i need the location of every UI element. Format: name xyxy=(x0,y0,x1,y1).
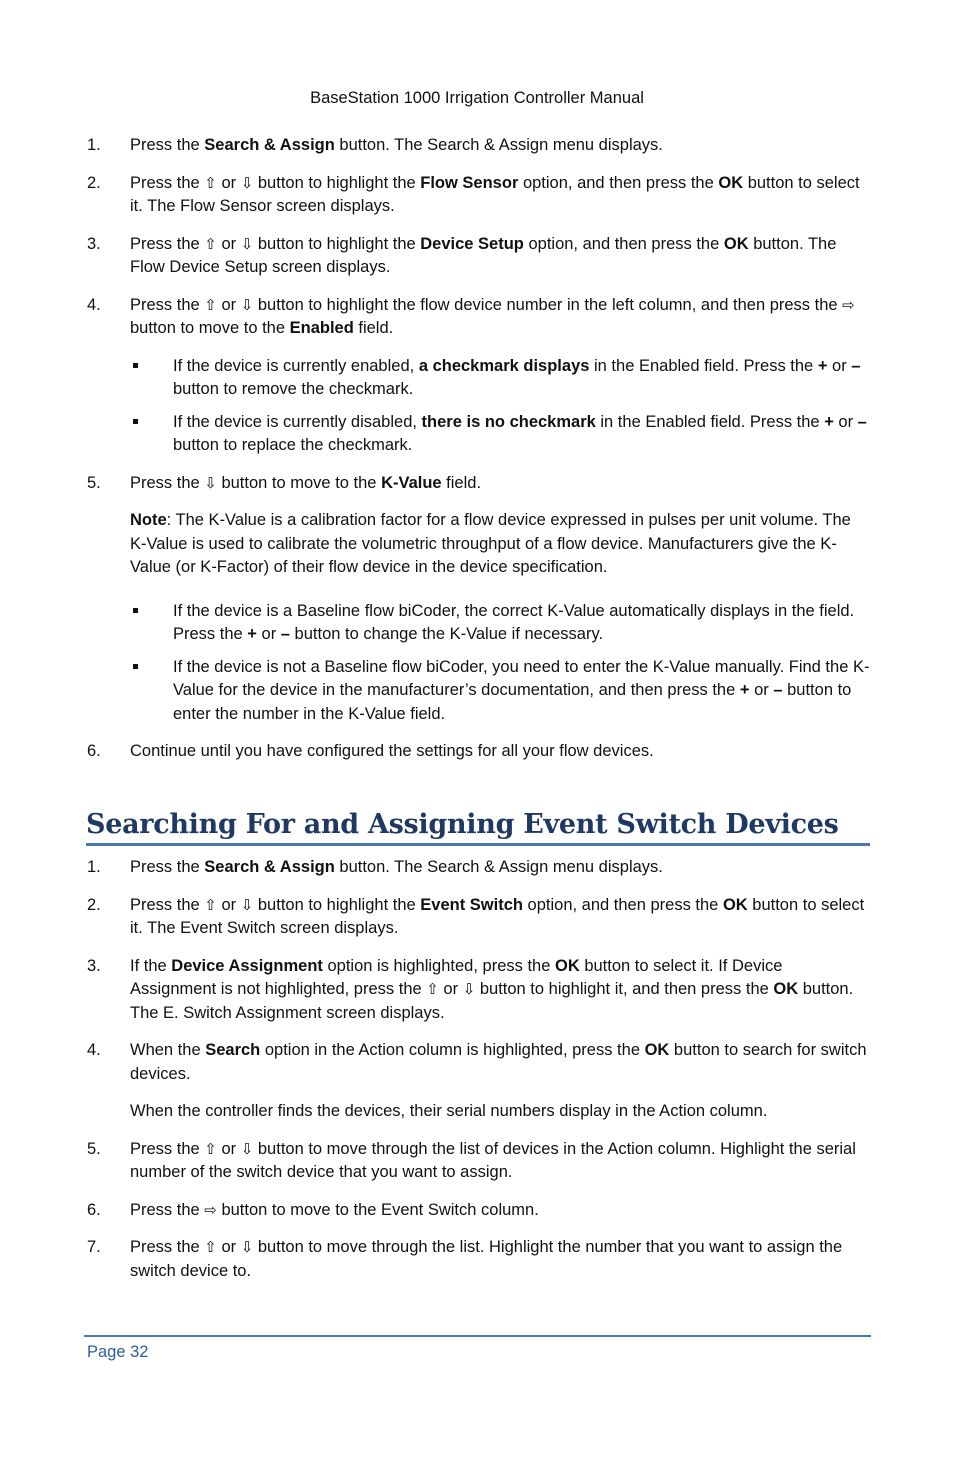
step-number: 3. xyxy=(87,956,101,975)
text-run: button to search for switch devices. xyxy=(130,1041,867,1083)
text-run: or xyxy=(216,234,241,253)
step-number: 6. xyxy=(87,742,101,760)
step-item xyxy=(86,856,870,880)
text-run: button to highlight the xyxy=(253,173,421,192)
bold-term: – xyxy=(851,356,861,375)
down-arrow-icon: ⇩ xyxy=(240,1238,254,1256)
bullet-item xyxy=(130,600,870,647)
step-number: 6. xyxy=(87,1200,101,1219)
bold-term: + xyxy=(247,625,257,643)
text-run: button. The Flow Device Setup screen displays. xyxy=(130,234,837,276)
step-number: 3. xyxy=(87,234,101,253)
step-item xyxy=(86,955,870,1026)
text-run: button to move through the list of devices in the Action column. Highlight the serial number of the switch device that you want to assign. xyxy=(130,1139,856,1181)
step-item xyxy=(86,1199,870,1223)
text-run: button to move to the xyxy=(216,473,382,492)
text-run: button to move to the xyxy=(130,319,290,337)
step-number: 4. xyxy=(87,295,101,314)
step-text xyxy=(130,856,870,880)
up-arrow-icon: ⇧ xyxy=(204,173,217,192)
up-arrow-icon: ⇧ xyxy=(426,980,439,998)
step-item xyxy=(86,1236,870,1283)
section-heading: Searching For and Assigning Event Switch Devices xyxy=(86,808,870,846)
bold-term: Enabled xyxy=(289,319,354,337)
step-number: 5. xyxy=(87,1139,101,1158)
bold-term: – xyxy=(773,681,783,699)
text-run: option is highlighted, press the xyxy=(322,956,555,975)
bold-term: OK xyxy=(723,234,749,253)
text-run: Press the xyxy=(130,858,205,876)
text-run: or xyxy=(827,356,852,375)
step-text xyxy=(130,1199,870,1223)
text-run: button to change the K-Value if necessary. xyxy=(289,625,604,643)
up-arrow-icon: ⇧ xyxy=(204,1238,217,1256)
step-text xyxy=(130,472,870,496)
square-bullet-icon xyxy=(133,419,138,424)
text-run: Press the xyxy=(130,1139,205,1158)
bold-term: OK xyxy=(644,1041,670,1059)
bold-term: a checkmark displays xyxy=(418,356,590,375)
up-arrow-icon: ⇧ xyxy=(204,1139,217,1158)
step-number: 5. xyxy=(87,473,101,492)
text-run: When the xyxy=(130,1041,206,1059)
bullet-item xyxy=(130,411,870,458)
up-arrow-icon: ⇧ xyxy=(204,234,217,253)
step-number: 2. xyxy=(87,173,101,192)
text-run: button to move to the Event Switch column. xyxy=(216,1200,539,1219)
step-text xyxy=(130,1039,870,1086)
step-item xyxy=(86,1039,870,1124)
bold-term: Flow Sensor xyxy=(420,173,519,192)
square-bullet-icon xyxy=(133,664,138,669)
bold-term: Event Switch xyxy=(420,895,523,914)
text-run: Press the xyxy=(130,1200,205,1219)
bullet-text xyxy=(173,600,870,647)
text-run: If the device is currently enabled, xyxy=(173,356,419,375)
text-run: option, and then press the xyxy=(522,895,723,914)
text-run: Press the xyxy=(130,473,205,492)
text-run: Press the xyxy=(130,173,205,192)
bold-term: Note xyxy=(130,511,167,529)
text-run: button to highlight the xyxy=(253,234,421,253)
step-number: 4. xyxy=(87,1041,101,1059)
text-run: or xyxy=(749,681,774,699)
text-run: button to highlight the flow device number in the left column, and then press the xyxy=(253,295,843,314)
text-run: option, and then press the xyxy=(518,173,719,192)
text-run: or xyxy=(216,295,241,314)
text-run: button. The Search & Assign menu displays. xyxy=(334,858,663,876)
bullet-list xyxy=(130,600,870,727)
bold-term: Device Setup xyxy=(420,234,524,253)
step-number: 1. xyxy=(87,136,101,154)
bullet-item xyxy=(130,355,870,402)
text-run: field. xyxy=(353,319,394,337)
text-run: Press the xyxy=(130,895,205,914)
text-run: If the device is currently disabled, xyxy=(173,412,422,431)
footer-divider xyxy=(84,1335,871,1337)
bold-term: OK xyxy=(773,980,799,998)
text-run: Press the xyxy=(130,234,205,253)
text-run: Press the xyxy=(130,136,205,154)
step-text xyxy=(130,294,870,341)
bold-term: OK xyxy=(718,173,744,192)
step-text xyxy=(130,740,870,764)
text-run: button to replace the checkmark. xyxy=(173,436,413,454)
text-run: or xyxy=(216,1139,241,1158)
bullet-list xyxy=(130,355,870,458)
step-item xyxy=(86,1138,870,1185)
text-run: button. The Search & Assign menu displays. xyxy=(334,136,663,154)
down-arrow-icon: ⇩ xyxy=(240,234,254,253)
text-run: field. xyxy=(441,473,482,492)
right-arrow-icon: ⇨ xyxy=(204,1200,217,1219)
text-run: or xyxy=(216,1238,241,1256)
text-run: button to select it. If Device Assignment is not highlighted, press the xyxy=(130,956,783,998)
text-run: or xyxy=(216,895,241,914)
text-run: button to remove the checkmark. xyxy=(173,380,414,398)
flow-device-steps xyxy=(86,134,870,778)
running-header: BaseStation 1000 Irrigation Controller Manual xyxy=(310,89,644,107)
bold-term: Search & Assign xyxy=(204,858,335,876)
bold-term: Search & Assign xyxy=(204,136,335,154)
bold-term: – xyxy=(857,412,867,431)
up-arrow-icon: ⇧ xyxy=(204,295,217,314)
text-run: or xyxy=(438,980,463,998)
step-number: 1. xyxy=(87,858,101,876)
text-run: If the xyxy=(130,956,172,975)
text-run: option in the Action column is highlighted, press the xyxy=(260,1041,645,1059)
text-run: When the controller finds the devices, their serial numbers display in the Action column. xyxy=(130,1102,768,1120)
step-item xyxy=(86,894,870,941)
step-item xyxy=(86,172,870,219)
step-text xyxy=(130,1236,870,1283)
down-arrow-icon: ⇩ xyxy=(240,173,254,192)
bullet-text xyxy=(173,355,870,402)
event-switch-section xyxy=(86,808,870,1297)
text-run: button to highlight it, and then press the xyxy=(475,980,774,998)
note-paragraph xyxy=(130,509,870,580)
down-arrow-icon: ⇩ xyxy=(204,473,217,492)
text-run: If the device is not a Baseline flow biCoder, you need to enter the K-Value manually. Find the K-Value for the device in the manufacturer’s documentation, and then press the xyxy=(173,657,870,699)
text-run: Press the xyxy=(130,1238,205,1256)
bold-term: + xyxy=(824,412,834,431)
step-number: 2. xyxy=(87,895,101,914)
bold-term: OK xyxy=(554,956,580,975)
down-arrow-icon: ⇩ xyxy=(462,980,476,998)
text-run: in the Enabled field. Press the xyxy=(595,412,825,431)
text-run: button to enter the number in the K-Value field. xyxy=(173,681,852,723)
down-arrow-icon: ⇩ xyxy=(240,1139,254,1158)
event-switch-steps xyxy=(86,856,870,1283)
text-run: If the device is a Baseline flow biCoder, the correct K-Value automatically displays in the field. Press the xyxy=(173,601,855,643)
text-run: Continue until you have configured the settings for all your flow devices. xyxy=(130,742,654,760)
step-text xyxy=(130,1138,870,1185)
text-run: Press the xyxy=(130,295,205,314)
bold-term: + xyxy=(817,356,828,375)
text-run: option, and then press the xyxy=(523,234,724,253)
step-number: 7. xyxy=(87,1238,101,1256)
bold-term: Search xyxy=(205,1041,261,1059)
text-run: or xyxy=(216,173,241,192)
bold-term: K-Value xyxy=(381,473,442,492)
text-run: in the Enabled field. Press the xyxy=(589,356,818,375)
text-run: button to select it. The Flow Sensor screen displays. xyxy=(130,173,860,215)
bold-term: Device Assignment xyxy=(171,956,323,975)
step-item xyxy=(86,472,870,727)
text-run: : The K-Value is a calibration factor for a flow device expressed in pulses per unit volume. The K-Value is used to calibrate the volumetric throughput of a flow device. Manufacturers give the K-Value (or K-Factor) of their flow device in the device specification. xyxy=(130,511,851,576)
square-bullet-icon xyxy=(133,608,138,613)
square-bullet-icon xyxy=(133,363,138,368)
up-arrow-icon: ⇧ xyxy=(204,895,217,914)
step-paragraph xyxy=(130,1100,870,1124)
bold-term: OK xyxy=(722,895,748,914)
bold-term: there is no checkmark xyxy=(421,412,596,431)
text-run: or xyxy=(833,412,858,431)
page-number: Page 32 xyxy=(87,1343,149,1361)
step-text xyxy=(130,955,870,1026)
bold-term: + xyxy=(739,681,750,699)
text-run: button to highlight the xyxy=(253,895,421,914)
bullet-text xyxy=(173,411,870,458)
text-run: or xyxy=(256,625,281,643)
step-item xyxy=(86,740,870,764)
down-arrow-icon: ⇩ xyxy=(240,295,254,314)
text-run: button to select it. The Event Switch screen displays. xyxy=(130,895,865,937)
step-item xyxy=(86,294,870,458)
text-run: button. The E. Switch Assignment screen displays. xyxy=(130,980,854,1022)
right-arrow-icon: ⇨ xyxy=(842,295,855,314)
step-item xyxy=(86,233,870,280)
step-text xyxy=(130,172,870,219)
step-text xyxy=(130,894,870,941)
down-arrow-icon: ⇩ xyxy=(240,895,254,914)
text-run: button to move through the list. Highlight the number that you want to assign the switch device to. xyxy=(130,1238,843,1280)
bullet-text xyxy=(173,656,870,727)
step-text xyxy=(130,134,870,158)
step-text xyxy=(130,233,870,280)
bold-term: – xyxy=(280,625,290,643)
step-item xyxy=(86,134,870,158)
bullet-item xyxy=(130,656,870,727)
